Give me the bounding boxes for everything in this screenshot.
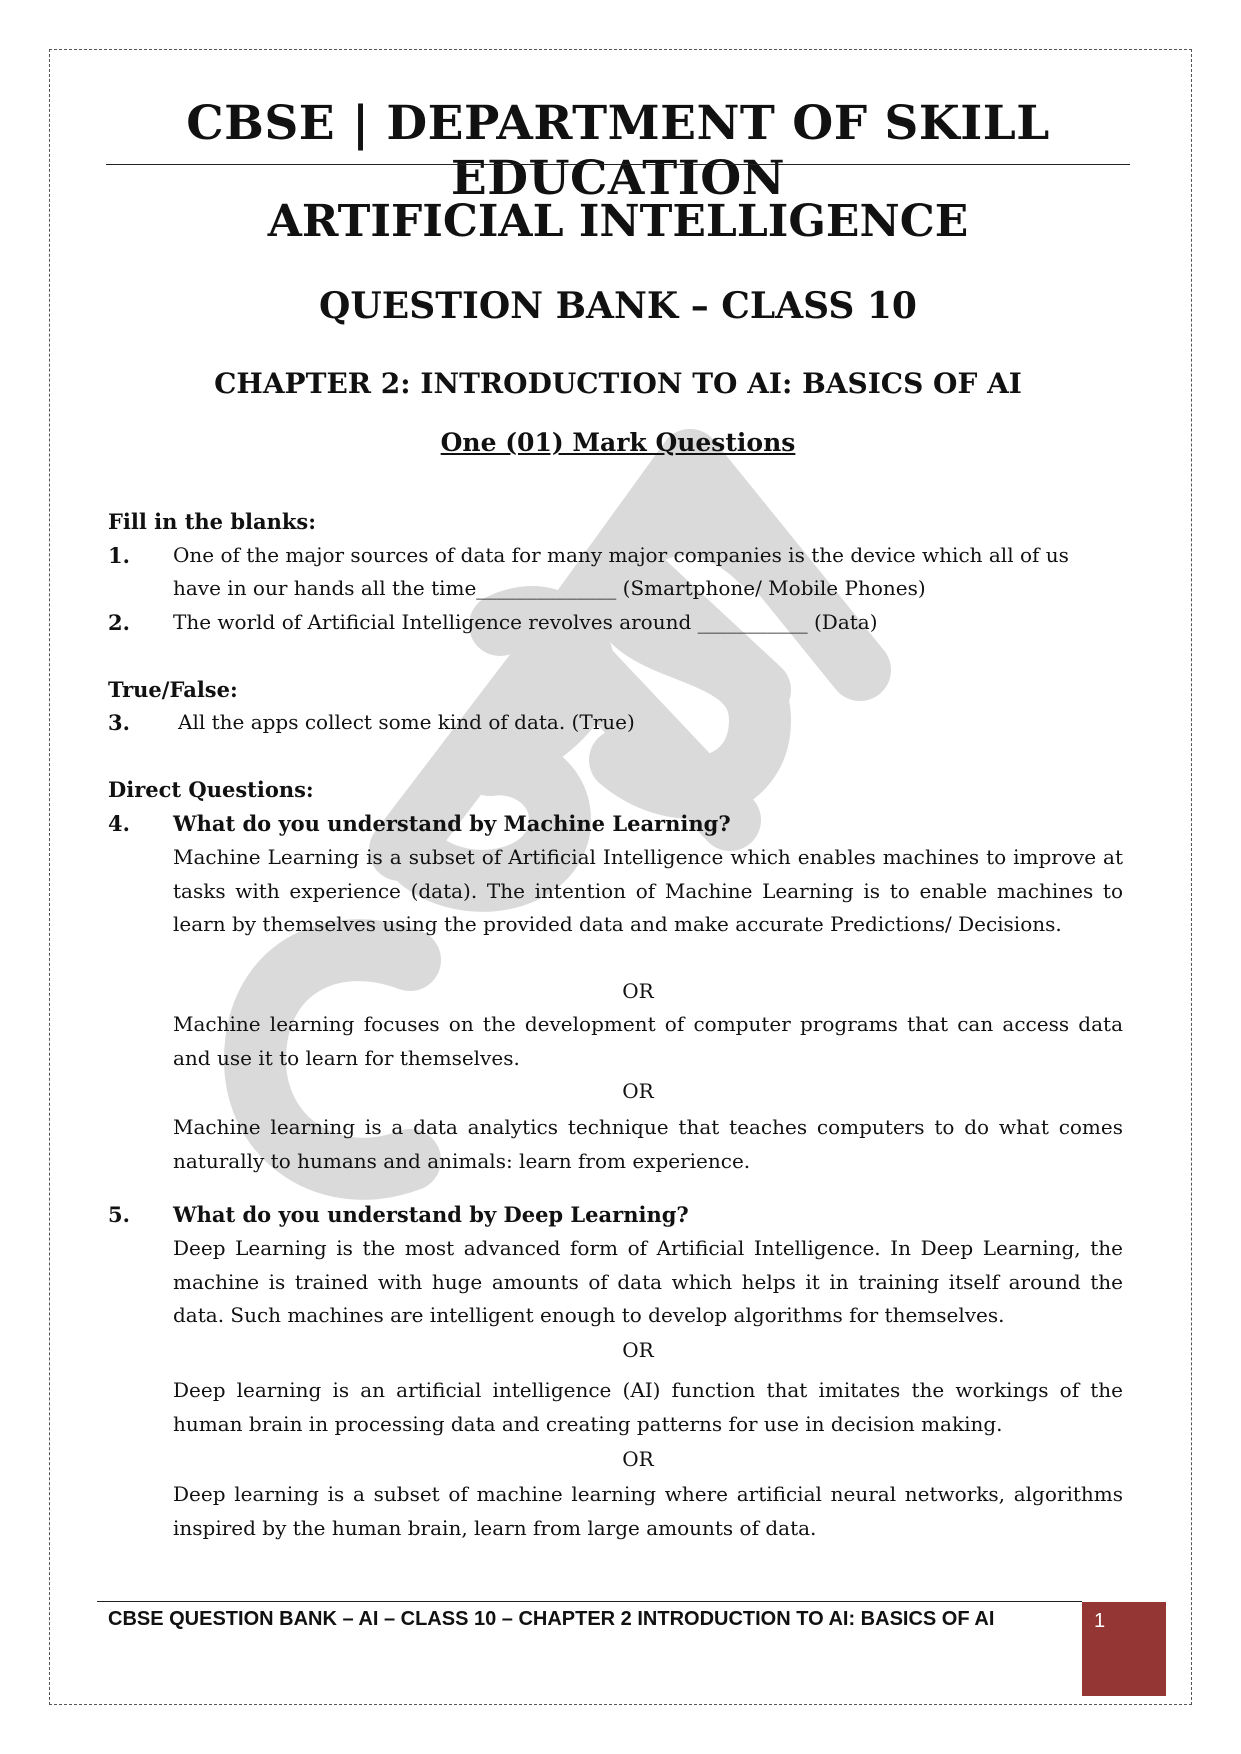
subject-title: ARTIFICIAL INTELLIGENCE (267, 196, 969, 247)
or-separator: OR (622, 1079, 654, 1103)
question-4-heading: What do you understand by Machine Learning? (173, 811, 731, 836)
question-4-answer-1: Machine Learning is a subset of Artificial Intelligence which enables machines to improve at tasks with experience (data). The intention of Machine Learning is to enable machines to learn by themselves using the provided data and make accurate Predictions/ Decisions. (173, 845, 1123, 936)
question-1-line-2: have in our hands all the time______________ (Smartphone/ Mobile Phones) (173, 576, 926, 600)
question-3-text: All the apps collect some kind of data. (True) (178, 710, 635, 734)
question-number: 2. (108, 610, 130, 635)
fill-blanks-label: Fill in the blanks: (108, 509, 317, 534)
title-divider (106, 164, 1130, 165)
question-5-heading: What do you understand by Deep Learning? (173, 1202, 689, 1227)
footer-title: CBSE QUESTION BANK – AI – CLASS 10 – CHAPTER 2 INTRODUCTION TO AI: BASICS OF AI (108, 1608, 995, 1630)
question-5-answer-2: Deep learning is an artificial intelligence (AI) function that imitates the workings of the human brain in processing data and creating patterns for use in decision making. (173, 1378, 1123, 1436)
page-number: 1 (1094, 1610, 1106, 1632)
question-number: 1. (108, 543, 130, 568)
page-number-badge (1082, 1602, 1166, 1696)
question-2-text: The world of Artificial Intelligence revolves around ___________ (Data) (173, 610, 878, 634)
question-1-line-1: One of the major sources of data for many major companies is the device which all of us (173, 543, 1069, 567)
section-title: One (01) Mark Questions (440, 428, 796, 457)
footer-divider (97, 1601, 1082, 1602)
org-title: CBSE | DEPARTMENT OF SKILL EDUCATION (186, 96, 1050, 206)
question-4-answer-2: Machine learning focuses on the development of computer programs that can access data and use it to learn for themselves. (173, 1012, 1123, 1070)
question-number: 4. (108, 811, 130, 836)
chapter-title: CHAPTER 2: INTRODUCTION TO AI: BASICS OF AI (214, 367, 1022, 400)
question-bank-title: QUESTION BANK – CLASS 10 (319, 285, 917, 327)
question-4-answer-3: Machine learning is a data analytics technique that teaches computers to do what comes naturally to humans and animals: learn from experience. (173, 1115, 1123, 1173)
true-false-label: True/False: (108, 677, 238, 702)
direct-questions-label: Direct Questions: (108, 777, 314, 802)
question-number: 3. (108, 710, 130, 735)
question-5-answer-1: Deep Learning is the most advanced form of Artificial Intelligence. In Deep Learning, the machine is trained with huge amounts of data which helps it in training itself around the data. Such machines are intelligent enough to develop algorithms for themselves. (173, 1236, 1123, 1327)
or-separator: OR (622, 1447, 654, 1471)
or-separator: OR (622, 979, 654, 1003)
question-number: 5. (108, 1202, 130, 1227)
question-5-answer-3: Deep learning is a subset of machine learning where artificial neural networks, algorithms inspired by the human brain, learn from large amounts of data. (173, 1482, 1123, 1540)
or-separator: OR (622, 1338, 654, 1362)
